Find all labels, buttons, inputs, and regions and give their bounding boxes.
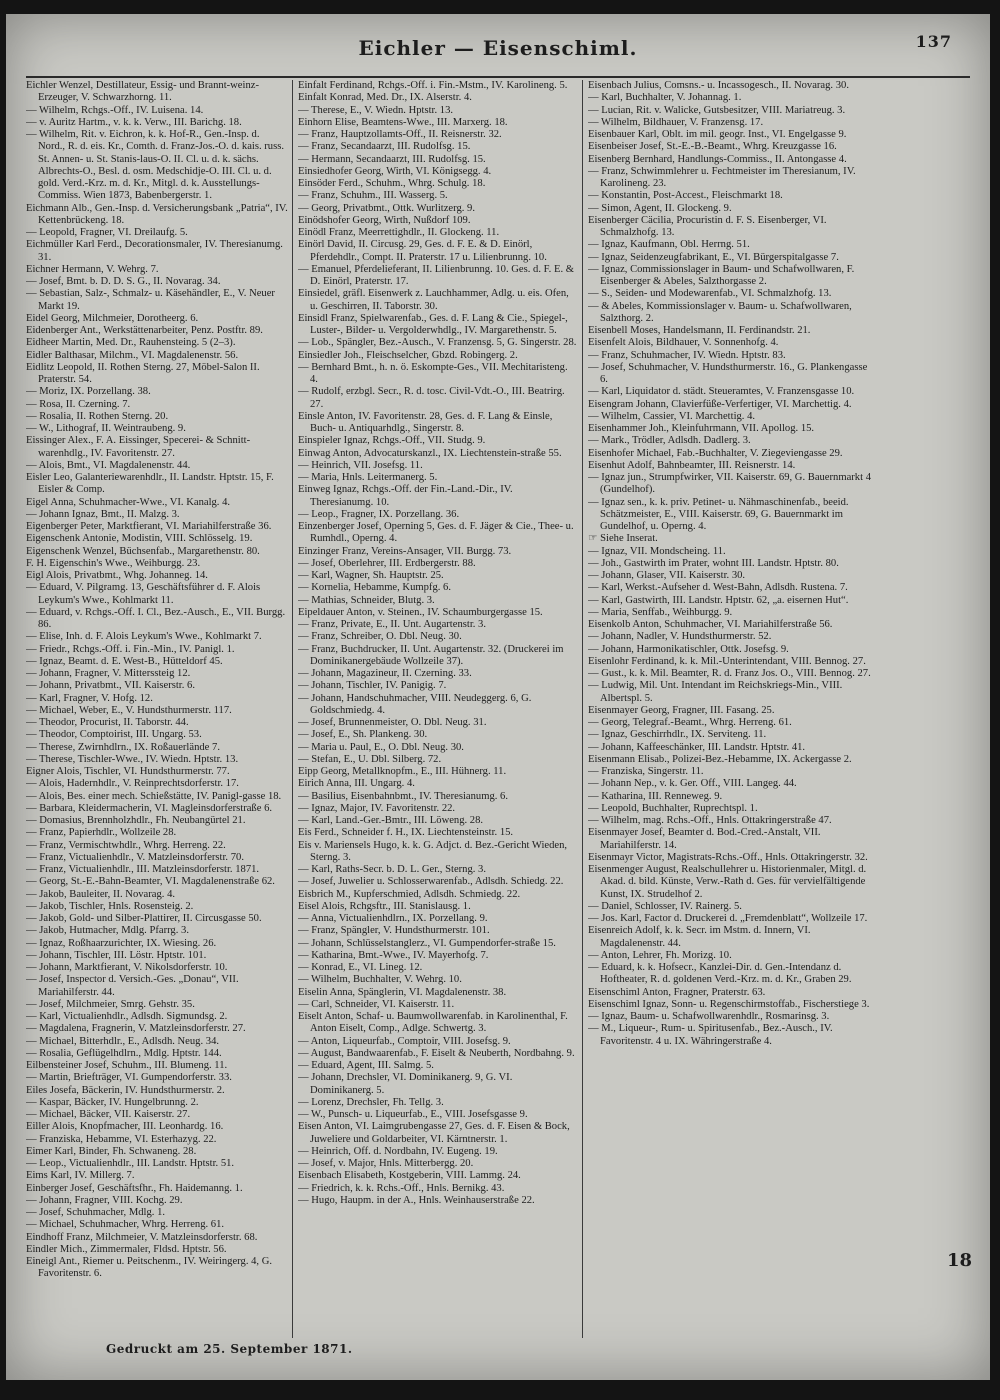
directory-entry: — Emanuel, Pferdelieferant, II. Lilienbrunng. 10. Ges. d. F. E. & D. Einörl, Praterstr. 17. (298, 263, 574, 287)
directory-entry: — Karl, Buchhalter, V. Johannag. 1. (588, 92, 742, 104)
directory-entry: — Karl, Liquidator d. städt. Steueramtes, V. Franzensgasse 10. (588, 386, 855, 398)
directory-entry: Eimer Karl, Binder, Fh. Schwaneng. 28. (26, 1145, 197, 1157)
directory-entry: Eichler Wenzel, Destillateur, Essig- und Brannt-weinz-Erzeuger, V. Schwarzhorng. 11. (26, 80, 259, 104)
directory-entry: — Basilius, Eisenbahnbmt., IV. Theresianumg. 6. (298, 790, 508, 802)
directory-entry: — Barbara, Kleidermacherin, VI. Magleinsdorferstraße 6. (26, 802, 273, 814)
directory-entry: Einzenberger Josef, Operning 5, Ges. d. F. Jäger & Cie., Thee- u. Rumhdl., Operng. 4. (298, 521, 574, 545)
directory-entry: — Johann, Tischler, III. Löstr. Hptstr. 101. (26, 949, 207, 961)
directory-entry: Eisenberger Cäcilia, Procuristin d. F. S. Eisenberger, VI. Schmalzhofg. 13. (588, 214, 827, 238)
directory-entry: — Eduard, V. Pilgramg. 13, Geschäftsführer d. F. Alois Leykum's Wwe., Kohlmarkt 11. (26, 582, 261, 606)
directory-entry: — Ludwig, Mil. Unt. Intendant im Reichskriegs-Min., VIII. Albertspl. 5. (588, 680, 843, 704)
directory-entry: Eisenbauer Karl, Oblt. im mil. geogr. Inst., VI. Engelgasse 9. (588, 129, 847, 140)
column-3 (588, 80, 872, 1338)
directory-entry: Eisenbeiser Josef, St.-E.-B.-Beamt., Whrg. Kreuzgasse 16. (588, 141, 837, 153)
directory-entry: Einsiedhofer Georg, Wirth, VI. Königsegg. 4. (298, 165, 492, 177)
directory-entry: Eichmann Alb., Gen.-Insp. d. Versicherungsbank „Patria“, IV. Kettenbrückeng. 18. (26, 202, 288, 226)
directory-entry: — Hugo, Haupm. in der A., Hnls. Weinhauserstraße 22. (298, 1194, 535, 1206)
directory-entry: — Franz, Hauptzollamts-Off., II. Reisnerstr. 32. (298, 129, 502, 140)
directory-entry: — Johann, Marktfierant, V. Nikolsdorferstr. 10. (26, 962, 228, 973)
directory-entry: — Konstantin, Post-Accest., Fleischmarkt 18. (588, 190, 783, 202)
directory-entry: Einsiedler Joh., Fleischselcher, Gbzd. Robingerg. 2. (298, 349, 518, 361)
directory-entry: — Karl, Werkst.-Aufseher d. West-Bahn, Adlsdh. Rustena. 7. (588, 582, 848, 594)
directory-entry: — Jakob, Bauleiter, II. Novarag. 4. (26, 888, 176, 900)
directory-entry: — Therese, Zwirnhdlrn., IX. Roßauerlände 7. (26, 741, 220, 753)
directory-entry: Einberger Josef, Geschäftsfhr., Fh. Haidemanng. 1. (26, 1182, 243, 1194)
directory-entry: Eis Ferd., Schneider f. H., IX. Liechtensteinstr. 15. (298, 827, 514, 839)
directory-entry: Eisen Anton, VI. Laimgrubengasse 27, Ges. d. F. Eisen & Bock, Juweliere und Goldarbeiter, VI. Kärntnerstr. 1. (298, 1121, 570, 1145)
directory-entry: — Ignaz, Baum- u. Schafwollwarenhdlr., Rosmarinsg. 3. (588, 1011, 830, 1022)
directory-entry: Eipeldauer Anton, v. Steinen., IV. Schaumburgergasse 15. (298, 606, 543, 618)
directory-entry: Einsiedel, gräfl. Eisenwerk z. Lauchhammer, Adlg. u. eis. Ofen, u. Geschirren, II. Taborstr. 30. (298, 288, 569, 312)
directory-entry: Eigl Alois, Privatbmt., Whg. Johanneg. 14. (26, 570, 208, 581)
directory-entry: — Jos. Karl, Factor d. Druckerei d. „Fremdenblatt“, Wollzeile 17. (588, 913, 868, 924)
directory-entry: Eirich Anna, III. Ungarg. 4. (298, 778, 415, 790)
directory-entry: — Friedr., Rchgs.-Off. i. Fin.-Min., IV. Panigl. 1. (26, 643, 235, 655)
print-date-footer: Gedruckt am 25. September 1871. (106, 1342, 353, 1356)
directory-entry: — Ignaz sen., k. k. priv. Petinet- u. Nähmaschinenfab., beeid. Schätzmeister, E., VIII. Kaiserstr. 69, G. Bauernmarkt im Gundelhof, u. Operng. 4. (588, 496, 849, 532)
directory-entry: Einfalt Konrad, Med. Dr., IX. Alserstr. 4. (298, 92, 472, 104)
directory-entry: Eisenbell Moses, Handelsmann, II. Ferdinandstr. 21. (588, 325, 811, 336)
directory-entry: — Simon, Agent, II. Glockeng. 9. (588, 202, 732, 214)
directory-entry: Eichmüller Karl Ferd., Decorationsmaler, IV. Theresianumg. 31. (26, 239, 283, 263)
page-number: 137 (915, 32, 952, 51)
directory-entry: — Johann Nep., v. k. Ger. Off., VIII. Langeg. 44. (588, 778, 797, 790)
directory-entry: — Franz, Buchdrucker, II. Unt. Augartenstr. 32. (Druckerei im Dominikanergebäude Wollzeile 37). (298, 643, 564, 667)
signature-mark: 18 (946, 1250, 972, 1271)
directory-entry: — Franz, Private, E., II. Unt. Augartenstr. 3. (298, 619, 487, 630)
directory-entry: Eiselin Anna, Spänglerin, VI. Magdalenenstr. 38. (298, 986, 507, 998)
directory-entry: — Wilhelm, Bildhauer, V. Franzensg. 17. (588, 116, 764, 128)
directory-entry: — Maria, Hnls. Leitermanerg. 5. (298, 472, 438, 483)
directory-entry: — Therese, E., V. Wiedn. Hptstr. 13. (298, 104, 454, 116)
directory-entry: — Kaspar, Bäcker, IV. Hungelbrunng. 2. (26, 1096, 199, 1108)
directory-entry: — Karl, Fragner, V. Hofg. 12. (26, 692, 153, 704)
directory-entry: — Rosa, II. Czerning. 7. (26, 398, 131, 410)
directory-entry: — Ignaz, Beamt. d. E. West-B., Hütteldorf 45. (26, 655, 223, 667)
directory-entry: — Franz, Vermischtwhdlr., Whrg. Herreng. 22. (26, 839, 226, 851)
directory-entry: — Josef, v. Major, Hnls. Mitterbergg. 20. (298, 1158, 474, 1169)
directory-entry: — Leop., Fragner, IX. Porzellang. 36. (298, 508, 460, 520)
directory-entry: — Moriz, IX. Porzellang. 38. (26, 386, 151, 398)
directory-entry: — Michael, Schuhmacher, Whrg. Herreng. 61. (26, 1219, 225, 1231)
directory-entry: Eisenhammer Joh., Kleinfuhrmann, VII. Apollog. 15. (588, 423, 815, 434)
directory-entry: Eisenfelt Alois, Bildhauer, V. Sonnenhofg. 4. (588, 337, 779, 349)
directory-entry: — Eduard, k. k. Hofsecr., Kanzlei-Dir. d. Gen.-Intendanz d. Hoftheater, R. d. goldenen Verd.-Krz. m. d. Kr., Graben 29. (588, 962, 852, 986)
directory-entry: Eigner Alois, Tischler, VI. Hundsthurmerstr. 77. (26, 766, 230, 777)
directory-entry: Einsidl Franz, Spielwarenfab., Ges. d. F. Lang & Cie., Spiegel-, Luster-, Bilder- u. Vergolderwhdlg., IV. Margarethenstr. 5. (298, 312, 568, 336)
directory-entry: Eidel Georg, Milchmeier, Dorotheerg. 6. (26, 312, 199, 324)
directory-entry: — Jakob, Hutmacher, Mdlg. Pfarrg. 3. (26, 925, 189, 937)
directory-entry: — Johann Ignaz, Bmt., II. Malzg. 3. (26, 508, 180, 520)
directory-entry: — Johann, Handschuhmacher, VIII. Neudeggerg. 6, G. Goldschmiedg. 4. (298, 692, 532, 716)
directory-entry: Eisler Leo, Galanteriewarenhdlr., II. Landstr. Hptstr. 15, F. Eisler & Comp. (26, 472, 274, 496)
directory-entry: — Johann, Tischler, IV. Panigig. 7. (298, 680, 447, 692)
directory-entry: — Lob., Spängler, Bez.-Ausch., V. Franzensg. 5, G. Singerstr. 28. (298, 337, 577, 349)
directory-entry: — Leopold, Buchhalter, Ruprechtspl. 1. (588, 802, 758, 814)
directory-entry: — Johann, Schlüsselstanglerz., VI. Gumpendorfer-straße 15. (298, 937, 556, 949)
directory-entry: — Wilhelm, Buchhalter, V. Wehrg. 10. (298, 974, 462, 986)
directory-page (6, 14, 990, 1380)
directory-entry: Eisenmayr Victor, Magistrats-Rchs.-Off., Hnls. Ottakringerstr. 32. (588, 851, 868, 863)
directory-entry: Einsle Anton, IV. Favoritenstr. 28, Ges. d. F. Lang & Einsle, Buch- u. Antiquarhdlg., Singerstr. 8. (298, 410, 553, 434)
directory-entry: — Mathias, Schneider, Blutg. 3. (298, 594, 435, 606)
column-divider (582, 80, 583, 1338)
directory-entry: Eiselt Anton, Schaf- u. Baumwollwarenfab. in Karolinenthal, F. Anton Eiselt, Comp., Adlge. Schwertg. 3. (298, 1011, 568, 1035)
directory-entry: — Franziska, Singerstr. 11. (588, 766, 704, 777)
directory-entry: — Leop., Victualienhdlr., III. Landstr. Hptstr. 51. (26, 1158, 235, 1169)
directory-entry: — Lorenz, Drechsler, Fh. Tellg. 3. (298, 1096, 444, 1108)
directory-entry: Eisenmayer Josef, Beamter d. Bod.-Cred.-Anstalt, VII. Mariahilferstr. 14. (588, 827, 821, 851)
column-divider (292, 80, 293, 1338)
directory-entry: — Franz, Schuhmacher, IV. Wiedn. Hptstr. 83. (588, 349, 786, 361)
directory-entry: Eidler Balthasar, Milchm., VI. Magdalenenstr. 56. (26, 349, 239, 361)
directory-entry: — Alois, Bes. einer mech. Schießstätte, IV. Panigl-gasse 18. (26, 790, 282, 802)
directory-entry: — Stefan, E., U. Dbl. Silberg. 72. (298, 753, 442, 765)
directory-entry: — Therese, Tischler-Wwe., IV. Wiedn. Hptstr. 13. (26, 753, 239, 765)
directory-entry: — Wilhelm, mag. Rchs.-Off., Hnls. Ottakringerstraße 47. (588, 815, 832, 826)
directory-entry: Einwag Anton, Advocaturskanzl., IX. Liechtenstein-straße 55. (298, 447, 562, 459)
directory-entry: — Rosalia, II. Rothen Sterng. 20. (26, 410, 169, 422)
directory-entry: — Josef, Inspector d. Versich.-Ges. „Donau“, VII. Mariahilferstr. 44. (26, 974, 239, 998)
directory-entry: — Bernhard Bmt., h. n. ö. Eskompte-Ges., VII. Mechitaristeng. 4. (298, 361, 568, 385)
directory-entry: Eidlitz Leopold, II. Rothen Sterng. 27, Möbel-Salon II. Praterstr. 54. (26, 361, 260, 385)
directory-entry: — Johann, Drechsler, VI. Dominikanerg. 9, G. VI. Dominikanerg. 5. (298, 1072, 513, 1096)
directory-entry: Eisenkolb Anton, Schuhmacher, VI. Mariahilferstraße 56. (588, 619, 833, 630)
directory-entry: — Kornelia, Hebamme, Kumpfg. 6. (298, 582, 451, 594)
directory-entry: — Heinrich, Off. d. Nordbahn, IV. Eugeng. 19. (298, 1145, 498, 1157)
directory-entry: — Leopold, Fragner, VI. Dreilaufg. 5. (26, 227, 188, 238)
directory-entry: Eisenmann Elisab., Polizei-Bez.-Hebamme, IX. Ackergasse 2. (588, 753, 852, 765)
directory-entry: — Wilhelm, Rit. v. Eichron, k. k. Hof-R., Gen.-Insp. d. Nord., R. d. eis. Kr., Comth. d. Franz-Jos.-O. d. kais. russ. St. Annen- u. St. Stanis-laus-O. II. Cl. u. d. k. sächs. Albrechts-O., Besl. d. osm. Medschidje-O. III. Cl. u. d. gold. Verd.-Krz. m. d. Kr., Mitgl. d. k. Ausstellungs-Commiss. Wien 1873, Babenbergerstr. 1. (26, 129, 284, 202)
directory-entry: — Franz, Schreiber, O. Dbl. Neug. 30. (298, 631, 462, 643)
directory-entry: Eisenberg Bernhard, Handlungs-Commiss., II. Antongasse 4. (588, 153, 847, 165)
directory-entry: — S., Seiden- und Modewarenfab., VI. Schmalzhofg. 13. (588, 288, 832, 300)
directory-entry: — Karl, Wagner, Sh. Hauptstr. 25. (298, 570, 444, 581)
directory-entry: Einsöder Ferd., Schuhm., Whrg. Schulg. 18. (298, 178, 486, 189)
directory-entry: — Johann, Magazineur, II. Czerning. 33. (298, 668, 472, 679)
directory-entry: — Heinrich, VII. Josefsg. 11. (298, 459, 423, 471)
columns (6, 80, 990, 1338)
directory-entry: — Sebastian, Salz-, Schmalz- u. Käsehändler, E., V. Neuer Markt 19. (26, 288, 275, 312)
directory-entry: — Johann, Glaser, VII. Kaiserstr. 30. (588, 570, 746, 581)
directory-entry: — v. Auritz Hartm., v. k. k. Verw., III. Barichg. 18. (26, 116, 242, 128)
directory-entry: — Ignaz, Geschirrhdlr., IX. Serviteng. 11. (588, 729, 767, 741)
directory-entry: — Michael, Bitterhdlr., E., Adlsdh. Neug. 34. (26, 1035, 220, 1047)
directory-entry: — Josef, Oberlehrer, III. Erdbergerstr. 88. (298, 557, 476, 569)
directory-entry: — Franz, Papierhdlr., Wollzeile 28. (26, 827, 177, 839)
directory-entry: — Franz, Schwimmlehrer u. Fechtmeister im Theresianum, IV. Karolineng. 23. (588, 165, 856, 189)
directory-entry: — Johann, Kaffeeschänker, III. Landstr. Hptstr. 41. (588, 741, 806, 753)
directory-entry: Einhorn Elise, Beamtens-Wwe., III. Marxerg. 18. (298, 116, 508, 128)
directory-entry: Eisengram Johann, Clavierfüße-Verfertiger, VI. Marchettig. 4. (588, 398, 852, 410)
directory-entry: Einfalt Ferdinand, Rchgs.-Off. i. Fin.-Mstm., IV. Karolineng. 5. (298, 80, 568, 91)
directory-entry: — Friedrich, k. k. Rchs.-Off., Hnls. Bernikg. 43. (298, 1182, 505, 1194)
directory-entry: Eisenbach Elisabeth, Kostgeberin, VIII. Lammg. 24. (298, 1170, 521, 1182)
directory-entry: — Carl, Schneider, VI. Kaiserstr. 11. (298, 998, 455, 1010)
directory-entry: — Joh., Gastwirth im Prater, wohnt III. Landstr. Hptstr. 80. (588, 557, 839, 569)
directory-entry: — Alois, Bmt., VI. Magdalenenstr. 44. (26, 459, 191, 471)
head-rule (26, 76, 970, 78)
directory-entry: — Wilhelm, Rchgs.-Off., IV. Luisena. 14. (26, 104, 204, 116)
directory-entry: ☞ Siehe Inserat. (588, 533, 658, 545)
directory-entry: — Johann, Fragner, VIII. Kochg. 29. (26, 1194, 183, 1206)
directory-entry: — Karl, Victualienhdlr., Adlsdh. Sigmundsg. 2. (26, 1011, 228, 1022)
directory-entry: Eigenschenk Wenzel, Büchsenfab., Margarethenstr. 80. (26, 545, 260, 557)
directory-entry: — Franz, Secandaarzt, III. Rudolfsg. 15. (298, 141, 471, 153)
directory-entry: Einörl David, II. Circusg. 29, Ges. d. F. E. & D. Einörl, Pferdehdlr., Compt. II. Praterstr. 17 u. Lilienbrunng. 10. (298, 239, 547, 263)
directory-entry: — Eduard, v. Rchgs.-Off. I. Cl., Bez.-Ausch., E., VII. Burgg. 86. (26, 606, 286, 630)
directory-entry: — Franziska, Hebamme, VI. Esterhazyg. 22. (26, 1133, 217, 1145)
directory-entry: — Theodor, Comptoirist, III. Ungarg. 53. (26, 729, 202, 741)
directory-entry: Eigenberger Peter, Marktfierant, VI. Mariahilferstraße 36. (26, 521, 272, 532)
directory-entry: Eisenlohr Ferdinand, k. k. Mil.-Unterintendant, VIII. Bennog. 27. (588, 655, 866, 667)
directory-entry: Eidenberger Ant., Werkstättenarbeiter, Penz. Postftr. 89. (26, 325, 263, 336)
directory-entry: Eidheer Martin, Med. Dr., Rauhensteing. 5 (2–3). (26, 337, 236, 349)
directory-entry: Eilbensteiner Josef, Schuhm., III. Blumeng. 11. (26, 1060, 228, 1071)
directory-entry: — Ignaz, Major, IV. Favoritenstr. 22. (298, 802, 456, 814)
directory-entry: — Theodor, Procurist, II. Taborstr. 44. (26, 717, 189, 728)
directory-entry: — & Abeles, Kommissionslager v. Baum- u. Schafwollwaren, Salzthorg. 2. (588, 300, 852, 324)
directory-entry: Eisenmenger August, Realschullehrer u. Historienmaler, Mitgl. d. Akad. d. bild. Künste, Verw.-Rath d. Ges. für vervielfältigende Kunst, IX. Strudelhof 2. (588, 864, 867, 900)
directory-entry: — Eduard, Agent, III. Salmg. 5. (298, 1060, 434, 1071)
directory-entry: — M., Liqueur-, Rum- u. Spiritusenfab., Bez.-Ausch., IV. Favoritenstr. 4 u. IX. Währingerstraße 4. (588, 1023, 833, 1047)
directory-entry: — Ignaz, Seidenzeugfabrikant, E., VI. Bürgerspitalgasse 7. (588, 251, 839, 263)
directory-entry: — Franz, Victualienhdlr., III. Matzleinsdorferstr. 1871. (26, 864, 260, 875)
directory-entry: Eims Karl, IV. Millerg. 7. (26, 1170, 135, 1182)
directory-entry: — Johann, Fragner, V. Mitterssteig 12. (26, 668, 191, 679)
directory-entry: — Anna, Victualienhdlrn., IX. Porzellang. 9. (298, 913, 488, 924)
directory-entry: — Anton, Liqueurfab., Comptoir, VIII. Josefsg. 9. (298, 1035, 511, 1047)
directory-entry: Eineigl Ant., Riemer u. Peitschenm., IV. Weiringerg. 4, G. Favoritenstr. 6. (26, 1256, 273, 1280)
directory-entry: Eindler Mich., Zimmermaler, Fldsd. Hptstr. 56. (26, 1243, 227, 1255)
directory-entry: — Georg, St.-E.-Bahn-Beamter, VI. Magdalenenstraße 62. (26, 876, 275, 888)
directory-entry: F. H. Eigenschin's Wwe., Weihburgg. 23. (26, 557, 201, 569)
directory-entry: — Anton, Lehrer, Fh. Morizg. 10. (588, 949, 732, 961)
directory-entry: Eipp Georg, Metallknopfm., E., III. Hühnerg. 11. (298, 766, 507, 777)
directory-entry: — Karl, Land.-Ger.-Bmtr., III. Löweng. 28. (298, 815, 484, 826)
directory-entry: Einödl Franz, Meerrettighdlr., II. Glockeng. 11. (298, 227, 500, 238)
directory-entry: Eigel Anna, Schuhmacher-Wwe., VI. Kanalg. 4. (26, 496, 231, 508)
directory-entry: Eisenmayer Georg, Fragner, III. Fasang. 25. (588, 704, 775, 716)
directory-entry: — Jakob, Gold- und Silber-Plattirer, II. Circusgasse 50. (26, 913, 262, 924)
directory-entry: — Lucian, Rit. v. Walicke, Gutsbesitzer, VIII. Mariatreug. 3. (588, 104, 846, 116)
directory-entry: — Georg, Privatbmt., Ottk. Wurlitzerg. 9. (298, 202, 475, 214)
directory-entry: Eisbrich M., Kupferschmied, Adlsdh. Schmiedg. 22. (298, 888, 521, 900)
directory-entry: — Michael, Bäcker, VII. Kaiserstr. 27. (26, 1109, 191, 1120)
directory-entry: — Johann, Privatbmt., VII. Kaiserstr. 6. (26, 680, 195, 692)
directory-entry: Eisenhut Adolf, Bahnbeamter, III. Reisnerstr. 14. (588, 459, 796, 471)
directory-entry: — Josef, Bmt. b. D. D. S. G., II. Novarag. 34. (26, 276, 221, 287)
directory-entry: Eisenschiml Ignaz, Sonn- u. Regenschirmstoffab., Fischerstiege 3. (588, 998, 870, 1010)
directory-entry: — Alois, Hadernhdlr., V. Reinprechtsdorferstr. 17. (26, 778, 239, 790)
directory-entry: Eiles Josefa, Bäckerin, IV. Hundsthurmerstr. 2. (26, 1084, 225, 1096)
directory-entry: — Josef, Schuhmacher, V. Hundsthurmerstr. 16., G. Plankengasse 6. (588, 361, 868, 385)
directory-entry: — Franz, Schuhm., III. Wasserg. 5. (298, 190, 448, 202)
directory-entry: — Georg, Telegraf.-Beamt., Whrg. Herreng. 61. (588, 717, 792, 728)
directory-entry: — Karl, Gastwirth, III. Landstr. Hptstr. 62, „a. eisernen Hut“. (588, 594, 849, 606)
directory-entry: — Katharina, Bmt.-Wwe., IV. Mayerhofg. 7. (298, 949, 489, 961)
directory-entry: — Maria, Senffab., Weihburgg. 9. (588, 606, 733, 618)
directory-entry: — Martin, Briefträger, VI. Gumpendorferstr. 33. (26, 1072, 232, 1084)
directory-entry: Eisenhofer Michael, Fab.-Buchhalter, V. Ziegeviengasse 29. (588, 447, 843, 459)
directory-entry: — Josef, Brunnenmeister, O. Dbl. Neug. 31. (298, 717, 487, 728)
directory-entry: Einspieler Ignaz, Rchgs.-Off., VII. Studg. 9. (298, 435, 486, 447)
directory-entry: Eiller Alois, Knopfmacher, III. Leonhardg. 16. (26, 1121, 224, 1133)
running-head: Eichler — Eisenschiml. (358, 36, 638, 60)
directory-entry: Eisenschiml Anton, Fragner, Praterstr. 63. (588, 986, 766, 998)
directory-entry: — Katharina, III. Renneweg. 9. (588, 790, 723, 802)
directory-entry: Eisel Alois, Rchgsftr., III. Stanislausg. 1. (298, 900, 471, 912)
directory-entry: — Ignaz, Roßhaarzurichter, IX. Wiesing. 26. (26, 937, 217, 949)
directory-entry: — Elise, Inh. d. F. Alois Leykum's Wwe., Kohlmarkt 7. (26, 631, 262, 643)
directory-entry: — Daniel, Schlosser, IV. Rainerg. 5. (588, 900, 742, 912)
directory-entry: — Josef, Milchmeier, Smrg. Gehstr. 35. (26, 998, 195, 1010)
directory-entry: — Hermann, Secandaarzt, III. Rudolfsg. 15. (298, 153, 486, 165)
directory-entry: — Franz, Spängler, V. Hundsthurmerstr. 101. (298, 925, 490, 937)
directory-entry: Eisenbach Julius, Comsns.- u. Incassogesch., II. Novarag. 30. (588, 80, 849, 91)
column-1 (26, 80, 288, 1338)
directory-entry: Einweg Ignaz, Rchgs.-Off. der Fin.-Land.-Dir., IV. Theresianumg. 10. (298, 484, 513, 508)
directory-entry: — Ignaz, Kaufmann, Obl. Herrng. 51. (588, 239, 750, 251)
directory-entry: — Wilhelm, Cassier, VI. Marchettig. 4. (588, 410, 756, 422)
directory-entry: Eindhoff Franz, Milchmeier, V. Matzleinsdorferstr. 68. (26, 1231, 258, 1243)
directory-entry: Eisenreich Adolf, k. k. Secr. im Mstm. d. Innern, VI. Magdalenenstr. 44. (588, 925, 811, 949)
directory-entry: — Johann, Harmonikatischler, Ottk. Josefsg. 9. (588, 643, 789, 655)
directory-entry: Eigenschenk Antonie, Modistin, VIII. Schlösselg. 19. (26, 533, 253, 545)
directory-entry: — Ignaz jun., Strumpfwirker, VII. Kaiserstr. 69, G. Bauernmarkt 4 (Gundelhof). (588, 472, 871, 496)
directory-entry: Einödshofer Georg, Wirth, Nußdorf 109. (298, 214, 471, 226)
directory-entry: — Domasius, Brennholzhdlr., Fh. Neubangürtel 21. (26, 815, 246, 826)
directory-entry: — W., Lithograf, II. Weintraubeng. 9. (26, 423, 186, 434)
directory-entry: — August, Bandwaarenfab., F. Eiselt & Neuberth, Nordbahng. 9. (298, 1047, 575, 1059)
directory-entry: — Franz, Victualienhdlr., V. Matzleinsdorferstr. 70. (26, 851, 244, 863)
directory-entry: — Josef, E., Sh. Plankeng. 30. (298, 729, 428, 741)
directory-entry: Eis v. Mariensels Hugo, k. k. G. Adjct. d. Bez.-Gericht Wieden, Sterng. 3. (298, 839, 568, 863)
directory-entry: — Josef, Juwelier u. Schlosserwarenfab., Adlsdh. Schiedg. 22. (298, 876, 564, 888)
directory-entry: — Mark., Trödler, Adlsdh. Dadlerg. 3. (588, 435, 751, 447)
directory-entry: — Maria u. Paul, E., O. Dbl. Neug. 30. (298, 741, 464, 753)
directory-entry: Einzinger Franz, Vereins-Ansager, VII. Burgg. 73. (298, 545, 512, 557)
directory-entry: — Michael, Weber, E., V. Hundsthurmerstr. 117. (26, 704, 232, 716)
directory-entry: — Rosalia, Geflügelhdlrn., Mdlg. Hptstr. 144. (26, 1047, 222, 1059)
directory-entry: — Jakob, Tischler, Hnls. Rosensteig. 2. (26, 900, 194, 912)
directory-entry: — Karl, Raths-Secr. b. D. L. Ger., Sterng. 3. (298, 864, 487, 875)
directory-entry: — Ignaz, Commissionslager in Baum- und Schafwollwaren, F. Eisenberger & Abeles, Salzthorgasse 2. (588, 263, 855, 287)
directory-entry: — Ignaz, VII. Mondscheing. 11. (588, 545, 726, 557)
directory-entry: — Josef, Schuhmacher, Mdlg. 1. (26, 1207, 166, 1218)
directory-entry: — Gust., k. k. Mil. Beamter, R. d. Franz Jos. O., VIII. Bennog. 27. (588, 668, 871, 679)
directory-entry: — W., Punsch- u. Liqueurfab., E., VIII. Josefsgasse 9. (298, 1109, 528, 1120)
column-2 (298, 80, 578, 1338)
directory-entry: Eissinger Alex., F. A. Eissinger, Specerei- & Schnitt-warenhdlg., IV. Favoritenstr. 27. (26, 435, 251, 459)
directory-entry: — Rudolf, erzbgl. Secr., R. d. tosc. Civil-Vdt.-O., III. Beatrirg. 27. (298, 386, 565, 410)
directory-entry: — Magdalena, Fragnerin, V. Matzleinsdorferstr. 27. (26, 1023, 246, 1035)
directory-entry: Eichner Hermann, V. Wehrg. 7. (26, 263, 159, 275)
directory-entry: — Konrad, E., VI. Lineg. 12. (298, 962, 423, 973)
directory-entry: — Johann, Nadler, V. Hundsthurmerstr. 52. (588, 631, 772, 643)
